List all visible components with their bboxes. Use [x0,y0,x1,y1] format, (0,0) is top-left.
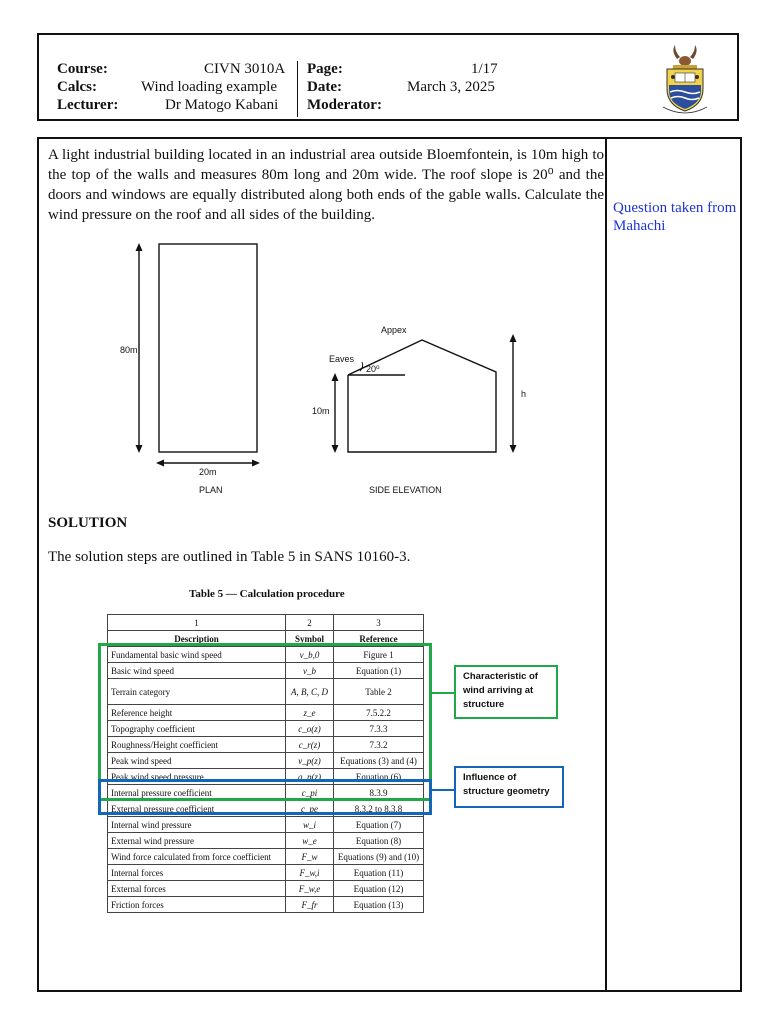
elevation-caption: SIDE ELEVATION [369,485,442,495]
row-description: Basic wind speed [108,663,286,679]
plan-outline [159,244,257,452]
row-description: Friction forces [108,897,286,913]
col-number: 2 [286,615,334,631]
table-row [108,865,424,881]
plan-caption: PLAN [199,485,223,495]
margin-divider [605,139,607,990]
col-number: 3 [334,615,424,631]
table-row [108,817,424,833]
row-description: External wind pressure [108,833,286,849]
margin-note: Question taken from Mahachi [613,200,737,234]
roof-angle-label: 20⁰ [366,364,380,374]
row-reference: 8.3.2 to 8.3.8 [334,801,424,817]
row-reference: Equation (11) [334,865,424,881]
table-row [108,849,424,865]
row-symbol: F_w,i [286,865,334,881]
row-reference: Equations (3) and (4) [334,753,424,769]
row-reference: 7.3.3 [334,721,424,737]
row-reference: 7.3.2 [334,737,424,753]
row-reference: Equation (7) [334,817,424,833]
row-description: External pressure coefficient [108,801,286,817]
row-symbol: c_pe [286,801,334,817]
row-description: Terrain category [108,679,286,705]
row-description: Internal pressure coefficient [108,785,286,801]
wall-height-label: 10m [312,406,330,416]
table-title: Table 5 — Calculation procedure [189,588,345,600]
course-value: CIVN 3010A [204,61,286,77]
row-symbol: v_b,0 [286,647,334,663]
row-description: Topography coefficient [108,721,286,737]
moderator-label: Moderator: [307,97,382,113]
row-description: Peak wind speed pressure [108,769,286,785]
row-description: Roughness/Height coefficient [108,737,286,753]
date-value: March 3, 2025 [407,79,495,95]
row-reference: Table 2 [334,679,424,705]
calcs-value: Wind loading example [141,79,278,95]
lecturer-value: Dr Matogo Kabani [165,97,279,113]
table-row [108,833,424,849]
row-symbol: w_e [286,833,334,849]
table-column-numbers [108,615,424,631]
page-value: 1/17 [471,61,498,77]
row-symbol: v_p(z) [286,753,334,769]
solution-heading: SOLUTION [48,515,128,531]
blue-connector [432,789,454,791]
eaves-label: Eaves [329,354,355,364]
row-symbol: F_fr [286,897,334,913]
row-symbol: F_w [286,849,334,865]
course-label: Course: [57,61,108,77]
row-reference: Equation (13) [334,897,424,913]
table-row [108,897,424,913]
table-row [108,881,424,897]
row-reference: Equations (9) and (10) [334,849,424,865]
row-symbol: c_o(z) [286,721,334,737]
row-description: Internal wind pressure [108,817,286,833]
plan-width-label: 20m [199,467,217,477]
row-symbol: F_w,e [286,881,334,897]
structure-geometry-highlight [98,779,432,815]
row-description: External forces [108,881,286,897]
column-header-description: Description [108,631,286,647]
row-reference: Equation (8) [334,833,424,849]
main-content-box [37,137,742,992]
row-reference: Equation (6) [334,769,424,785]
date-label: Date: [307,79,342,95]
h-label: h [521,389,527,399]
row-symbol: c_pi [286,785,334,801]
row-reference: 8.3.9 [334,785,424,801]
building-diagram [109,237,539,499]
row-description: Peak wind speed [108,753,286,769]
problem-statement: A light industrial building located in an industrial area outside Bloemfontein, is 10m high to the top of the walls and measures 80m long and 20m wide. The roof slope is 20⁰ and the doors and windows are equally distributed along both ends of the gable walls. Calculate the wind pressure on the roof and all sides of the building. [48,147,604,223]
row-symbol: v_b [286,663,334,679]
col-number: 1 [108,615,286,631]
column-header-symbol: Symbol [286,631,334,647]
row-description: Fundamental basic wind speed [108,647,286,663]
calcs-label: Calcs: [57,79,97,95]
row-description: Internal forces [108,865,286,881]
row-description: Reference height [108,705,286,721]
structure-geometry-callout: Influence of structure geometry [454,766,564,808]
row-symbol: w_i [286,817,334,833]
row-reference: Equation (12) [334,881,424,897]
header-divider [297,61,298,117]
row-description: Wind force calculated from force coefficient [108,849,286,865]
plan-length-label: 80m [120,345,138,355]
row-symbol: A, B, C, D [286,679,334,705]
row-symbol: z_e [286,705,334,721]
wind-characteristics-callout: Characteristic of wind arriving at structure [454,665,558,719]
lecturer-label: Lecturer: [57,97,119,113]
elevation-outline [348,340,496,452]
green-connector [432,692,454,694]
column-header-reference: Reference [334,631,424,647]
row-reference: Figure 1 [334,647,424,663]
university-crest-logo [659,45,711,115]
row-reference: Equation (1) [334,663,424,679]
row-reference: 7.5.2.2 [334,705,424,721]
apex-label: Appex [381,325,407,335]
wind-characteristics-highlight [98,643,432,801]
page-label: Page: [307,61,343,77]
row-symbol: c_r(z) [286,737,334,753]
solution-text: The solution steps are outlined in Table 5 in SANS 10160-3. [48,549,411,565]
document-header [37,33,739,121]
row-symbol: q_p(z) [286,769,334,785]
